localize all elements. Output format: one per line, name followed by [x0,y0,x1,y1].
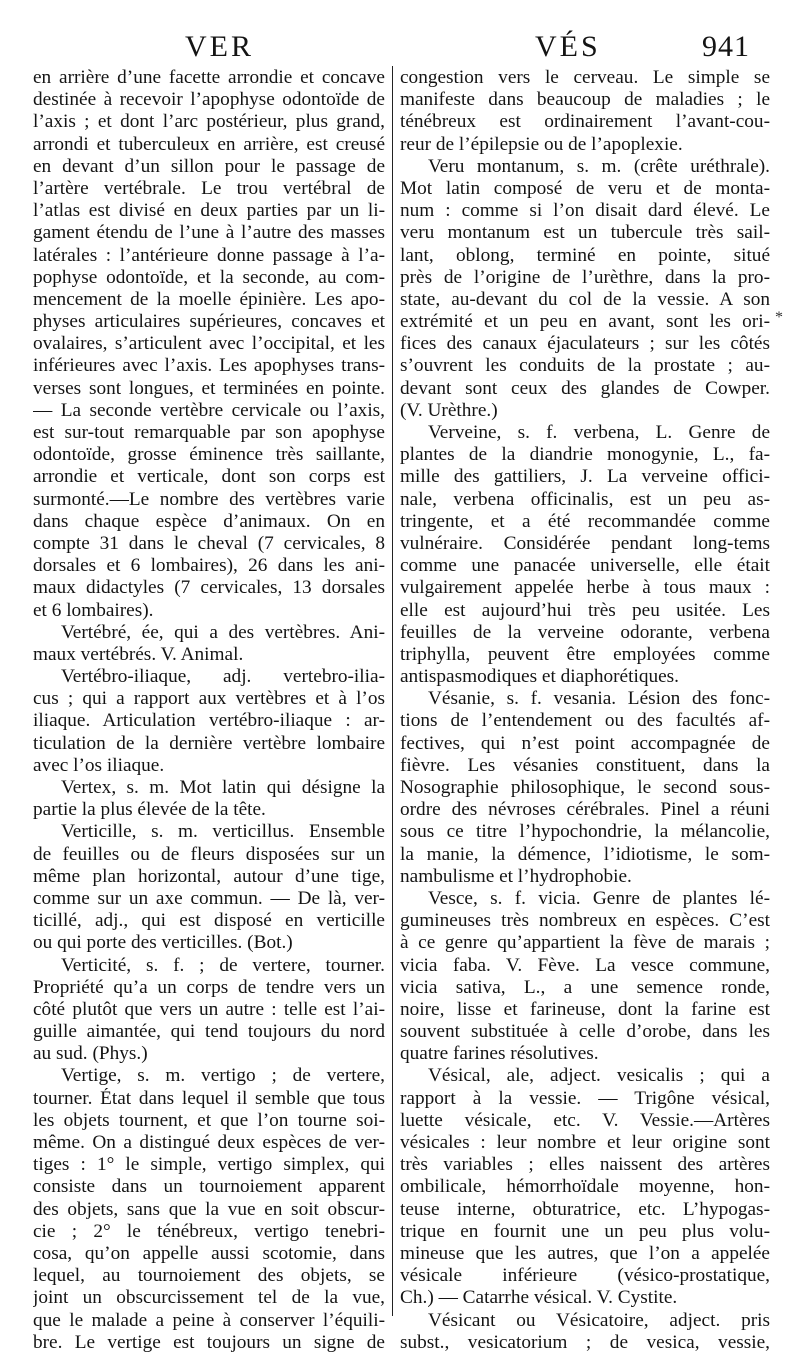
text-line: inférieures avec l’axis. Les apophyses trans- [33,355,385,377]
text-line: arrondie et verticale, dont son corps est [33,466,385,488]
text-line: Vesce, s. f. vicia. Genre de plantes lé- [428,887,770,909]
text-line: cie ; 2° le ténébreux, vertigo tenebri- [33,1220,385,1242]
text-line: mineuse que les autres, que l’on a appelée [400,1242,770,1264]
text-line: Vertige, s. m. vertigo ; de vertere, [61,1065,385,1087]
text-line: dans chaque espèce d’animaux. On en [33,510,385,532]
text-line: mencement de la moelle épinière. Les apo- [33,288,385,310]
text-line: l’axis ; et dont l’arc postérieur, plus grand, [33,111,385,133]
text-line: plantes de la diandrie monogynie, L., fa- [400,444,770,466]
text-line: même. On a distingué deux espèces de ver- [33,1132,385,1153]
text-line: vicia sativa, L., a une semence ronde, [400,976,770,998]
column-divider [392,66,393,1316]
text-line: dorsales et 6 lombaires), 26 dans les ani- [33,555,385,577]
text-line: gament étendu de l’une à l’autre des masses [33,222,385,244]
text-line: guille aimantée, qui tend toujours du nord [33,1021,385,1043]
text-line: Mot latin composé de veru et de monta- [400,177,770,199]
text-line: ténébreux est ordinairement l’avant-cou- [400,111,770,133]
text-line: pophyse odontoïde, et la seconde, au com- [33,266,385,288]
text-line: latérales : l’antérieure donne passage à l’a- [33,244,385,266]
text-line: num : comme si l’on disait dard élevé. Le [400,200,770,222]
text-line: au sud. (Phys.) [33,1043,148,1065]
text-line: triphylla, peuvent être employées comme [400,643,770,665]
text-line: s’ouvrent les conduits de la prostate ; au- [400,355,770,377]
text-line: compte 31 dans le cheval (7 cervicales, 8 [33,532,385,554]
text-line: avec l’os iliaque. [33,754,165,776]
right-column [400,67,770,1354]
text-line: à ce genre qu’appartient la fève de marais ; [400,932,770,954]
text-line: luette vésicale, etc. V. Vessie.—Artères [400,1109,770,1131]
text-line: antispasmodiques et diaphorétiques. [400,666,679,688]
text-line: devant sont ceux des glandes de Cowper. [400,377,770,399]
text-line: bre. Le vertige est toujours un signe de [33,1331,385,1353]
text-line: Veru montanum, s. m. (crête uréthrale). [428,155,770,177]
text-line: Ch.) — Catarrhe vésical. V. Cystite. [400,1287,678,1309]
text-line: Vésanie, s. f. vesania. Lésion des fonc- [428,688,770,710]
text-line: arrondi et tuberculeux en arrière, est creusé [33,133,385,155]
text-line: Vésical, ale, adject. vesicalis ; qui a [428,1065,770,1087]
text-line: (V. Urèthre.) [400,399,498,421]
text-line: sous ce titre l’hypochondrie, la mélancolie, [400,821,770,843]
text-line: odontoïde, grosse éminence très saillante, [33,444,385,466]
text-line: vésicales : leur nombre et leur origine sont [400,1132,770,1153]
text-line: nambulisme et l’hydrophobie. [400,865,632,887]
text-line: Vertébro-iliaque, adj. vertebro-ilia- [61,666,385,688]
text-line: comme une panacée universelle, elle était [400,555,770,577]
text-line: trique en fournit une un peu plus volu- [400,1220,770,1242]
text-line: en arrière d’une facette arrondie et concave [33,67,385,88]
text-line: Verticille, s. m. verticillus. Ensemble [61,821,385,843]
text-line: tourner. État dans lequel il semble que tous [33,1087,385,1109]
text-line: Propriété qu’a un corps de tendre vers un [33,976,385,998]
text-line: l’atlas est divisé en deux parties par un li- [33,200,385,222]
text-line: Vésicant ou Vésicatoire, adject. pris [428,1309,770,1331]
text-line: extrémité et un peu en avant, sont les ori- [400,311,770,333]
text-line: quatre farines résolutives. [400,1043,599,1065]
text-line: reur de l’épilepsie ou de l’apoplexie. [400,133,683,155]
text-line: joint un obscurcissement tel de la vue, [33,1287,385,1309]
text-line: l’artère vertébrale. Le trou vertébral de [33,177,385,199]
text-line: noire, lisse et farineuse, dont la farine est [400,998,770,1020]
text-line: physes articulaires supérieures, concaves et [33,311,385,333]
text-line: veru montanum est un tubercule très sail- [400,222,770,244]
text-line: même plan horizontal, autour d’une tige, [33,865,385,887]
text-line: maux vertébrés. V. Animal. [33,643,244,665]
text-line: vulnéraire. Considérée pendant long-tems [400,532,770,554]
text-line: ticulation de la dernière vertèbre lombaire [33,732,385,754]
text-line: consiste dans un tournoiement apparent [33,1176,385,1198]
text-line: fices des canaux éjaculateurs ; sur les côtés [400,333,770,355]
text-line: mille des gattiliers, J. La verveine offici- [400,466,770,488]
text-line: elle est aujourd’hui très peu usitée. Les [400,599,770,621]
text-line: que le malade a peine à conserver l’équili- [33,1309,385,1331]
left-column [33,67,385,1354]
text-line: Verticité, s. f. ; de vertere, tourner. [61,954,385,976]
text-line: les objets tournent, et que l’on tourne soi- [33,1109,385,1131]
text-line: vicia faba. V. Fève. La vesce commune, [400,954,770,976]
text-line: comme sur un axe commun. — De là, ver- [33,887,385,909]
text-line: maux didactyles (7 cervicales, 13 dorsales [33,577,385,599]
text-line: Nosographie philosophique, le second sous- [400,777,770,798]
text-line: en devant d’un sillon pour le passage de [33,155,385,177]
running-head-left: VER [185,30,254,63]
text-line: Vertex, s. m. Mot latin qui désigne la [61,777,385,798]
text-line: tringente, et a été recommandée comme [400,510,770,532]
text-line: destinée à recevoir l’apophyse odontoïde de [33,89,385,111]
text-line: ovalaires, s’articulent avec l’occipital, et les [33,333,385,355]
text-line: ticillé, adj., qui est disposé en verticille [33,910,385,932]
text-line: Verveine, s. f. verbena, L. Genre de [428,422,770,443]
margin-asterisk-mark: * [775,309,783,326]
text-line: teuse interne, obturatrice, etc. L’hypogas- [400,1198,770,1220]
text-line: ordre des névroses cérébrales. Pinel a réuni [400,799,770,821]
text-line: nale, verbena officinalis, est un peu as- [400,488,770,510]
text-line: fièvre. Les vésanies constituent, dans la [400,754,770,776]
text-line: près de l’origine de l’urèthre, dans la pro- [400,266,770,288]
page-header [0,26,800,66]
text-line: est sur-tout remarquable par son apophyse [33,422,385,443]
text-line: et 6 lombaires). [33,599,154,621]
text-line: côté plutôt que vers un autre : telle est l’ai- [33,998,385,1020]
text-line: souvent substituée à celle d’orobe, dans les [400,1021,770,1043]
text-line: des objets, sans que la vue en soit obscur- [33,1198,385,1220]
text-line: feuilles de la verveine odorante, verbena [400,621,770,643]
text-line: la manie, la démence, l’idiotisme, le som- [400,843,770,865]
text-line: fectives, qui n’est point accompagnée de [400,732,770,754]
text-line: lant, oblong, terminé en pointe, situé [400,244,770,266]
text-line: cus ; qui a rapport aux vertèbres et à l’os [33,688,385,710]
text-line: tions de l’entendement ou des facultés af- [400,710,770,732]
text-line: tiges : 1° le simple, vertigo simplex, qui [33,1154,385,1176]
page-number: 941 [702,30,750,63]
text-line: iliaque. Articulation vertébro-iliaque : ar- [33,710,385,732]
text-line: vulgairement appelée herbe à tous maux : [400,577,770,599]
text-line: cosa, qu’on appelle aussi scotomie, dans [33,1242,385,1264]
text-line: gumineuses très nombreux en espèces. C’est [400,910,770,932]
text-line: — La seconde vertèbre cervicale ou l’axis, [33,399,385,421]
text-line: subst., vesicatorium ; de vesica, vessie, [400,1331,770,1353]
text-line: verses sont longues, et terminées en pointe. [33,377,385,399]
text-line: ou qui porte des verticilles. (Bot.) [33,932,293,954]
text-line: de feuilles ou de fleurs disposées sur un [33,843,385,865]
text-line: congestion vers le cerveau. Le simple se [400,67,770,88]
text-line: vésicale inférieure (vésico-prostatique, [400,1265,770,1287]
text-line: rapport à la vessie. — Trigône vésical, [400,1087,770,1109]
text-line: Vertébré, ée, qui a des vertèbres. Ani- [61,621,385,643]
text-line: très variables ; elles naissent des artères [400,1154,770,1176]
text-line: ombilicale, hémorrhoïdale moyenne, hon- [400,1176,770,1198]
text-line: surmonté.—Le nombre des vertèbres varie [33,488,385,510]
text-line: manifeste dans beaucoup de maladies ; le [400,89,770,111]
text-line: partie la plus élevée de la tête. [33,799,266,821]
text-line: lequel, au tournoiement des objets, se [33,1265,385,1287]
text-line: state, au-devant du col de la vessie. A son [400,288,770,310]
running-head-right: VÉS [535,30,601,63]
